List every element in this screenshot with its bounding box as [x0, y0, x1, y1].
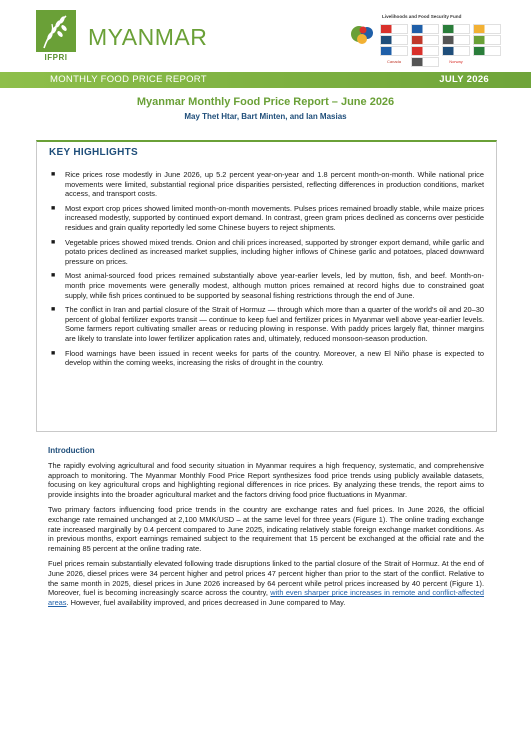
donor-logo: [473, 35, 501, 45]
donor-logo: [442, 35, 470, 45]
ifpri-logo-text: IFPRI: [44, 53, 68, 62]
donor-logo: [380, 46, 408, 56]
donor-logo: Canada: [386, 59, 401, 64]
intro-paragraph: The rapidly evolving agricultural and food security situation in Myanmar requires a high frequency, systematic, and comprehensive approach to monitoring. The Myanmar Monthly Food Price Report synthesizes food price trends using publicly available datasets, focusing on key agricultural crops and highlighting regional differences in rice prices. By analyzing these trends, the report aims to provide insights into the broader agricultural market and the factors driving food price fluctuations in Myanmar.: [48, 461, 484, 499]
bullet-icon: ■: [51, 349, 56, 357]
donor-logo: [442, 46, 470, 56]
report-authors: May Thet Htar, Bart Minten, and Ian Masias: [184, 112, 347, 121]
key-highlights-box: [36, 140, 497, 432]
introduction-section: [48, 446, 484, 613]
country-name: MYANMAR: [88, 24, 208, 50]
highlight-text: Rice prices rose modestly in June 2026, up 5.2 percent year-on-year and 1.8 percent month-on-month. While national price movements were limited, substantial regional price disparities persisted, reflecting differences in production conditions, market access, and transport costs.: [65, 170, 484, 199]
report-title: Myanmar Monthly Food Price Report – June 2026: [136, 96, 395, 108]
highlight-text: Vegetable prices showed mixed trends. Onion and chili prices increased, supported by stronger export demand, while garlic and potato prices declined as increased market supplies, including higher inflows of Chinese garlic and potatoes, placed downward pressure on prices.: [65, 237, 484, 266]
highlight-text: Most export crop prices showed limited month-on-month movements. Pulses prices remained broadly stable, while maize prices increased modestly, supported by continued export demand. In contrast, green gram prices declined as concerns over pesticide residues and grain quality reportedly led some Chinese buyers to reject shipments.: [65, 203, 484, 232]
donor-logo: [380, 24, 408, 34]
bullet-icon: ■: [51, 204, 56, 212]
highlight-text: Most animal-sourced food prices remained substantially above year-earlier levels, led by mutton, fish, and beef. Month-on-month price movements were generally modest, although mutton prices remained at record highs due to constrained goat supply, while fish prices continued to be supported by seasonal fishing restrictions through the end of June.: [65, 271, 484, 300]
highlights-heading: KEY HIGHLIGHTS: [49, 147, 139, 158]
bullet-icon: ■: [51, 238, 56, 246]
bullet-icon: ■: [51, 171, 56, 178]
bullet-icon: ■: [51, 272, 56, 280]
report-series: MONTHLY FOOD PRICE REPORT: [50, 74, 207, 85]
fuel-price-link[interactable]: with even sharper price increases in remote and conflict-affected areas: [48, 588, 485, 607]
paragraph-text: Fuel prices remain substantially elevated following trade disruptions linked to the partial closure of the Strait of Hormuz. At the end of June 2026, diesel prices were 34 percent higher and petrol prices 47 percent higher than prior to the start of the conflict. Relative to the same month in 2025, diesel prices in June 2026 increased by 64 percent while petrol prices increased by 40 percent (Figure 1). Moreover, fuel is becoming increasingly scarce across the country,: [48, 559, 484, 598]
donor-logo: [380, 35, 408, 45]
donor-logo: [473, 46, 501, 56]
lift-logo-icon: [350, 22, 376, 46]
donor-logo: [411, 35, 439, 45]
highlight-item: [49, 204, 484, 233]
paragraph-text: . However, fuel availability improved, and prices decreased in June compared to May.: [66, 597, 346, 607]
donor-logo: [411, 57, 439, 67]
donor-logo: [473, 24, 501, 34]
highlight-text: Flood warnings have been issued in recent weeks for parts of the country. Moreover, a new El Niño phase is expected to develop within the coming weeks, increasing the risks of drought in the country.: [65, 348, 484, 368]
report-date: JULY 2026: [439, 74, 489, 85]
intro-paragraph: [48, 559, 484, 607]
fund-name: Livelihoods and Food Security Fund: [382, 14, 462, 19]
highlight-item: [49, 305, 484, 343]
introduction-heading: Introduction: [48, 446, 95, 455]
donor-logo: [411, 24, 439, 34]
wheat-logo-icon: [36, 10, 76, 52]
ifpri-logo: [36, 10, 76, 62]
highlight-item: [49, 349, 484, 368]
report-band: [0, 72, 531, 88]
highlight-text: The conflict in Iran and partial closure of the Strait of Hormuz — through which more than a quarter of the world's oil and 20–30 percent of global fertilizer exports transit — continue to keep fuel and fertilizer prices in Myanmar well above year-earlier levels. Some farmers report cultivating smaller areas or reducing plowing in response. With paddy prices largely flat, thinner margins are likely to translate into lower fertilizer application rates and, ultimately, reduced monsoon-season production.: [65, 305, 484, 343]
intro-paragraph: Two primary factors influencing food price trends in the country are exchange rates and fuel prices. In June 2026, the official exchange rate remained unchanged at 2,100 MMK/USD – at the same level for three years (Figure 1). The online trading exchange rate increased marginally by 0.4 percent compared to June 2025, indicating relatively stable foreign exchange market conditions. As in previous months, export earnings remained subject to the requirement that 15 percent be exchanged at the official rate and the remaining 85 percent at the online trading rate.: [48, 505, 484, 553]
highlights-list: [49, 170, 484, 373]
donor-logo: [442, 24, 470, 34]
donor-logo: [411, 46, 439, 56]
highlight-item: [49, 170, 484, 199]
donor-logo: Norway: [449, 59, 463, 64]
donor-logos: [380, 24, 506, 68]
highlight-item: [49, 238, 484, 267]
report-header: [0, 0, 531, 70]
bullet-icon: ■: [51, 306, 56, 314]
highlight-item: [49, 271, 484, 300]
